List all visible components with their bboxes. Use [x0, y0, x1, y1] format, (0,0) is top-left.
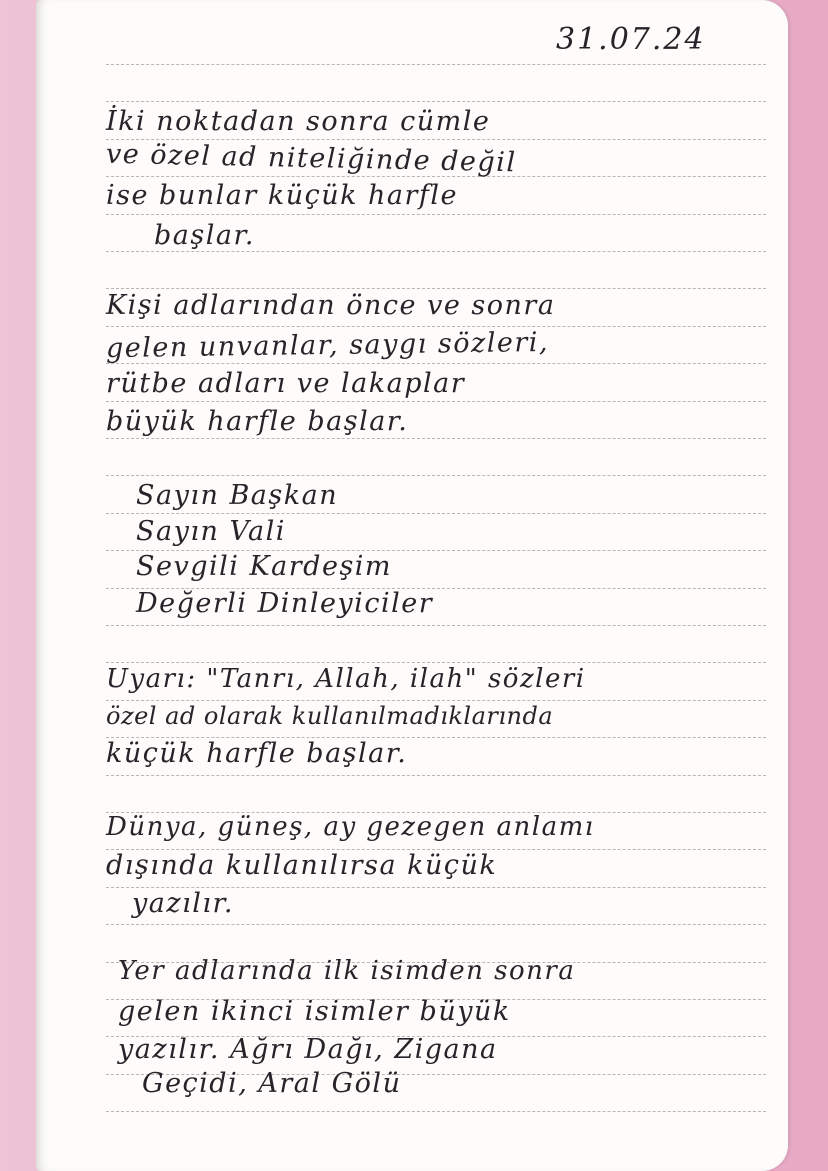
ruled-line: [106, 363, 766, 364]
ruled-line: [106, 101, 766, 102]
text-line: Geçidi, Aral Gölü: [142, 1068, 402, 1099]
ruled-line: [106, 64, 766, 65]
ruled-line: [106, 251, 766, 252]
text-line: küçük harfle başlar.: [106, 738, 408, 769]
ruled-line: [106, 401, 766, 402]
text-line: büyük harfle başlar.: [106, 406, 409, 437]
text-line: Sayın Vali: [136, 516, 286, 547]
ruled-line: [106, 625, 766, 626]
text-line: dışında kullanılırsa küçük: [106, 850, 498, 881]
text-line: Uyarı: "Tanrı, Allah, ilah" sözleri: [106, 664, 586, 694]
ruled-line: [106, 924, 766, 925]
text-line: özel ad olarak kullanılmadıklarında: [106, 702, 554, 730]
text-line: başlar.: [154, 220, 255, 251]
text-line: gelen ikinci isimler büyük: [118, 996, 511, 1027]
text-line: gelen unvanlar, saygı sözleri,: [105, 326, 550, 365]
text-line: Sevgili Kardeşim: [136, 551, 393, 582]
ruled-line: [106, 288, 766, 289]
page-date: 31.07.24: [556, 22, 706, 57]
text-line: yazılır.: [132, 888, 235, 919]
text-line: Kişi adlarından önce ve sonra: [106, 290, 556, 321]
text-line: ise bunlar küçük harfle: [106, 180, 459, 211]
text-line: Sayın Başkan: [136, 480, 339, 511]
ruled-line: [106, 214, 766, 215]
notebook-page: [36, 0, 788, 1171]
ruled-line: [106, 775, 766, 776]
ruled-line: [106, 662, 766, 663]
ruled-line: [106, 326, 766, 327]
text-line: İki noktadan sonra cümle: [106, 106, 491, 137]
text-line: yazılır. Ağrı Dağı, Zigana: [118, 1034, 498, 1065]
text-line: ve özel ad niteliğinde değil: [105, 138, 517, 179]
text-line: rütbe adları ve lakaplar: [106, 368, 466, 399]
text-line: Değerli Dinleyiciler: [136, 588, 434, 619]
ruled-line: [106, 513, 766, 514]
ruled-line: [106, 475, 766, 476]
ruled-line: [106, 438, 766, 439]
ruled-line: [106, 1111, 766, 1112]
text-line: Dünya, güneş, ay gezegen anlamı: [106, 812, 595, 842]
ruled-line: [106, 700, 766, 701]
text-line: Yer adlarında ilk isimden sonra: [118, 956, 576, 986]
